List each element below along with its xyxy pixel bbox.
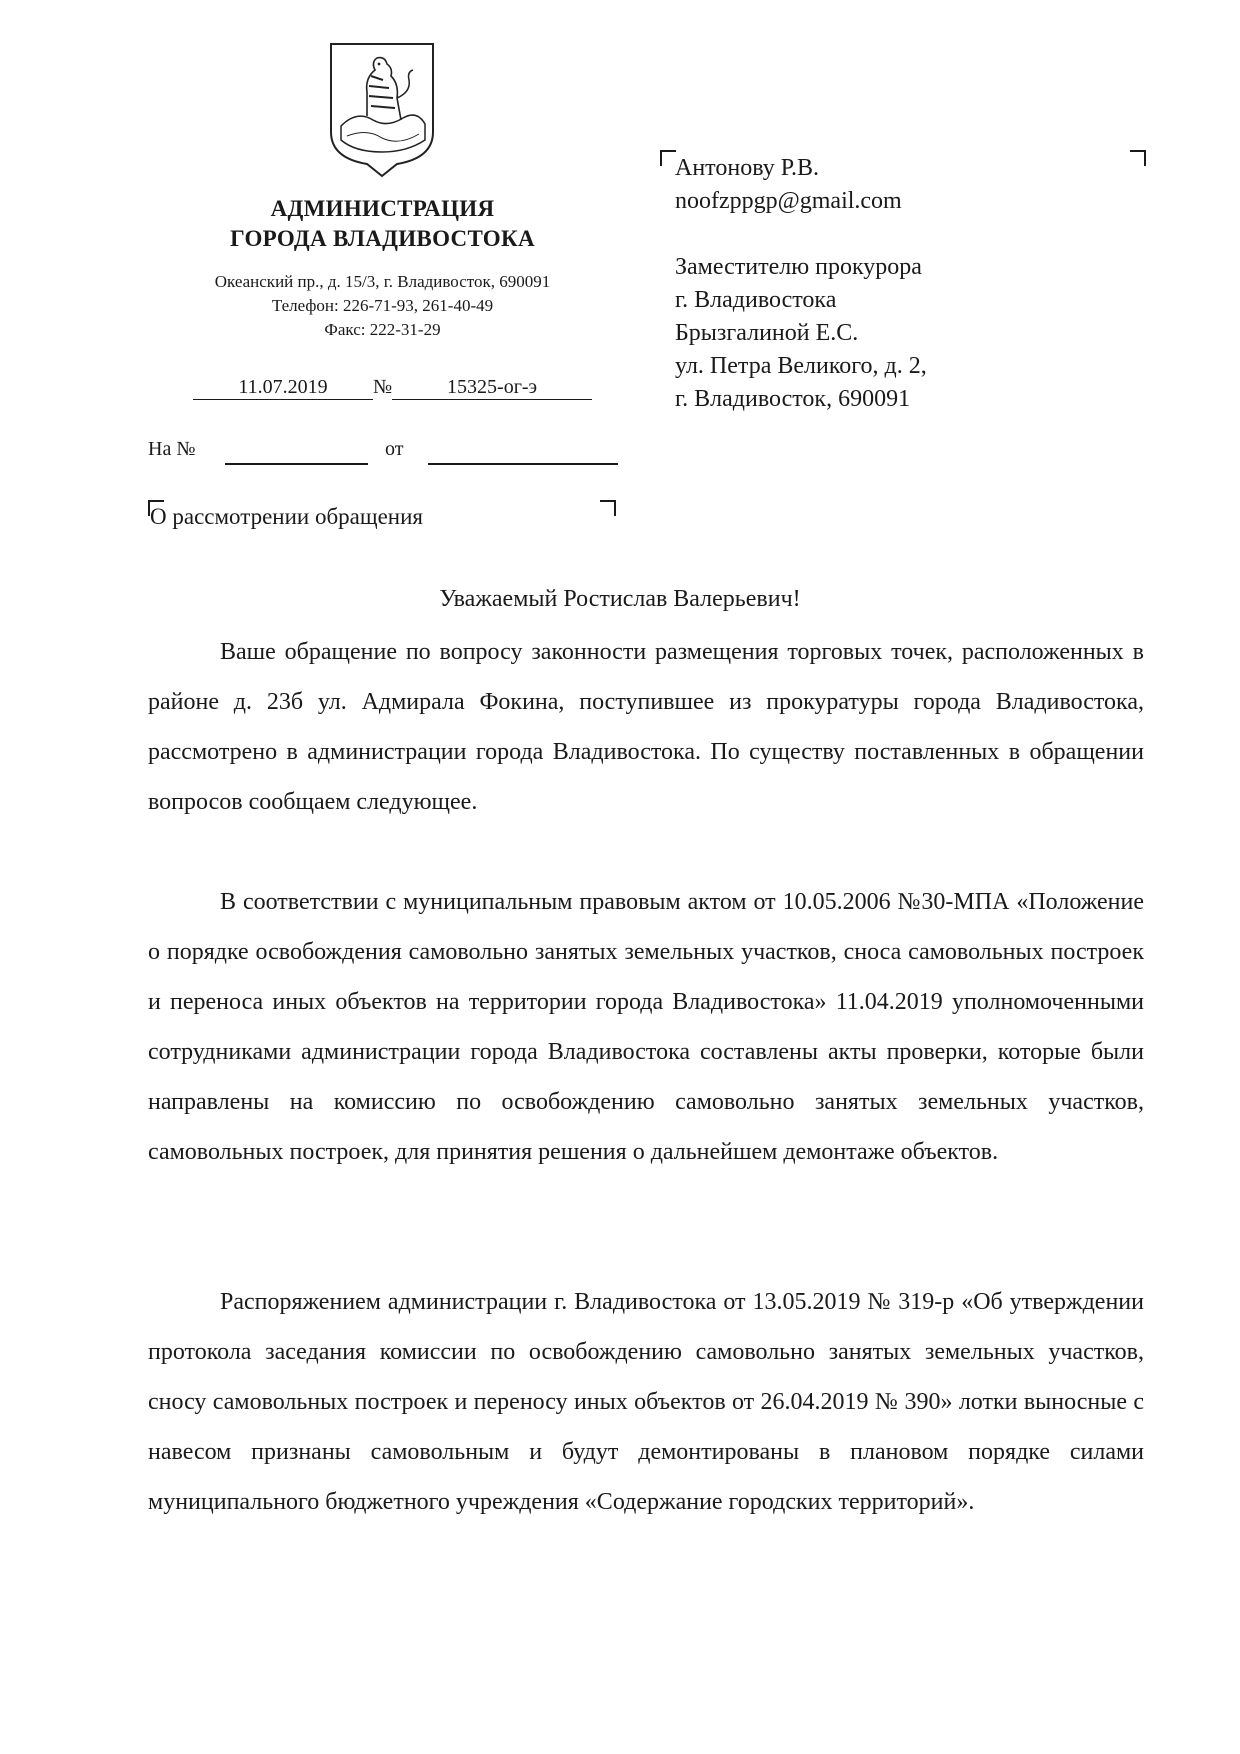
registration-date: 11.07.2019	[193, 376, 373, 400]
org-name-line2: ГОРОДА ВЛАДИВОСТОКА	[230, 226, 535, 251]
body-paragraph-3: Распоряжением администрации г. Владивостока от 13.05.2019 № 319-р «Об утверждении протокола заседания комиссии по освобождению самовольно занятых земельных участков, сносу самовольных построек и переносу иных объектов от 26.04.2019 № 390» лотки выносные с навесом признаны самовольным и будут демонтированы в плановом порядке силами муниципального бюджетного учреждения «Содержание городских территорий».	[148, 1289, 1144, 1515]
org-fax: Факс: 222-31-29	[324, 320, 441, 339]
org-address: Океанский пр., д. 15/3, г. Владивосток, 690091	[214, 272, 551, 291]
registration-number: 15325-ог-э	[392, 376, 592, 400]
org-phone: Телефон: 226-71-93, 261-40-49	[271, 296, 494, 315]
reference-number-label: На №	[148, 438, 196, 460]
number-sign: №	[373, 376, 393, 398]
recipient-line6: ул. Петра Великого, д. 2,	[675, 353, 927, 379]
recipient-email: noofzppgp@gmail.com	[675, 188, 902, 214]
subject-corner-right	[600, 500, 616, 516]
org-name-line1: АДМИНИСТРАЦИЯ	[270, 196, 495, 221]
recipient-line3: Заместителю прокурора	[675, 254, 922, 280]
reference-date-blank	[428, 463, 618, 465]
recipient-line7: г. Владивосток, 690091	[675, 386, 911, 412]
recipient-line5: Брызгалиной Е.С.	[675, 320, 859, 346]
body-paragraph-2: В соответствии с муниципальным правовым актом от 10.05.2006 №30-МПА «Положение о порядке освобождения самовольно занятых земельных участков, сноса самовольных построек и переноса иных объектов на территории города Владивостока» 11.04.2019 уполномоченными сотрудниками администрации города Владивостока составлены акты проверки, которые были направлены на комиссию по освобождению самовольно занятых земельных участков, самовольных построек, для принятия решения о дальнейшем демонтаже объектов.	[148, 889, 1144, 1165]
recipient-line4: г. Владивостока	[675, 287, 837, 313]
salutation: Уважаемый Ростислав Валерьевич!	[439, 586, 801, 612]
subject-line: О рассмотрении обращения	[150, 504, 423, 529]
recipient-corner-left	[660, 150, 676, 166]
reference-number-blank	[225, 463, 368, 465]
recipient-corner-right	[1130, 150, 1146, 166]
reference-from-label: от	[385, 438, 404, 460]
registration-line	[193, 376, 592, 400]
tiger-coat-of-arms-icon	[327, 40, 437, 178]
recipient-name: Антонову Р.В.	[675, 155, 820, 181]
body-paragraph-1: Ваше обращение по вопросу законности размещения торговых точек, расположенных в районе д. 23б ул. Адмирала Фокина, поступившее из прокуратуры города Владивостока, рассмотрено в администрации города Владивостока. По существу поставленных в обращении вопросов сообщаем следующее.	[148, 639, 1144, 815]
